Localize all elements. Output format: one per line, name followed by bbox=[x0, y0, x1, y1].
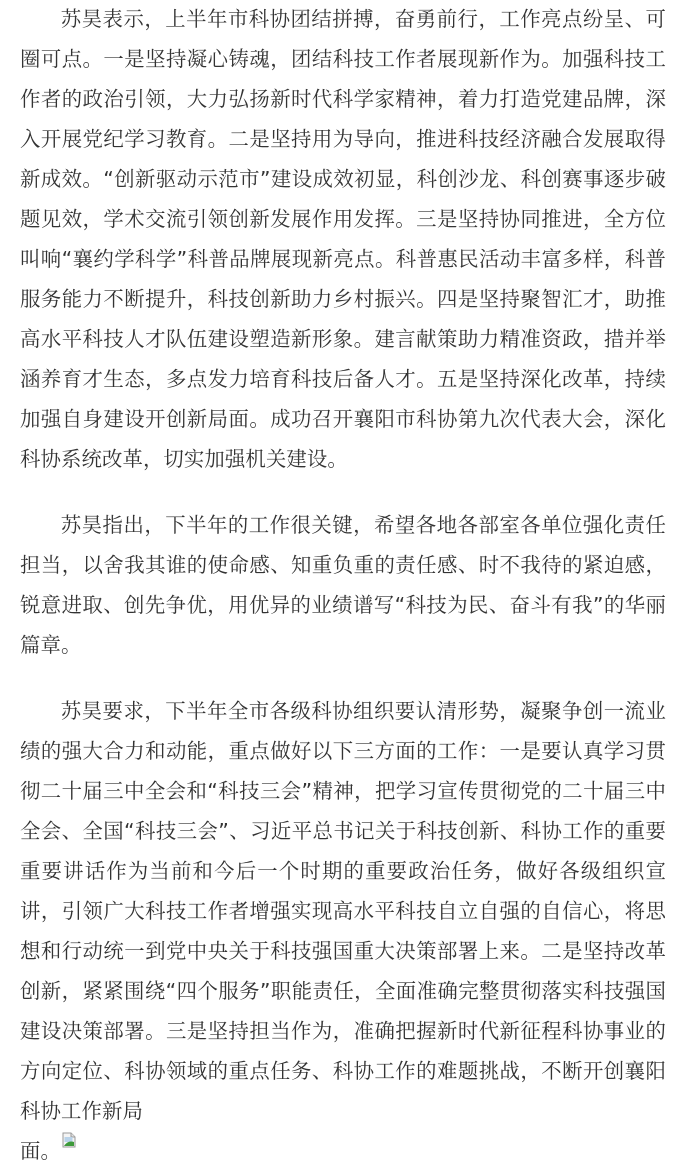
paragraph-requirements-tail: 面。 bbox=[20, 1139, 61, 1163]
paragraph-requirements-text: 苏昊要求，下半年全市各级科协组织要认清形势，凝聚争创一流业绩的强大合力和动能，重点做好以下三方面的工作：一是要认真学习贯彻二十届三中全会和“科技三会”精神，把学习宣传贯彻党的二十届三中全会、全国“科技三会”、习近平总书记关于科技创新、科协工作的重要重要讲话作为当前和今后一个时期的重要政治任务，做好各级组织宣讲，引领广大科技工作者增强实现高水平科技自立自强的自信心，将思想和行动统一到党中央关于科技强国重大决策部署上来。二是坚持改革创新，紧紧围绕“四个服务”职能责任，全面准确完整贯彻落实科技强国建设决策部署。三是坚持担当作为，准确把握新时代新征程科协事业的方向定位、科协领域的重点任务、科协工作的难题挑战，不断开创襄阳科协工作新局 bbox=[20, 699, 666, 1123]
paragraph-instructions: 苏昊指出，下半年的工作很关键，希望各地各部室各单位强化责任担当，以舍我其谁的使命感、知重负重的责任感、时不我待的紧迫感，锐意进取、创先争优，用优异的业绩谱写“科技为民、奋斗有我”的华丽篇章。 bbox=[20, 513, 666, 657]
paragraph-requirements bbox=[20, 691, 666, 1171]
paragraph-summary: 苏昊表示，上半年市科协团结拼搏，奋勇前行，工作亮点纷呈、可圈可点。一是坚持凝心铸魂，团结科技工作者展现新作为。加强科技工作者的政治引领，大力弘扬新时代科学家精神，着力打造党建品牌，深入开展党纪学习教育。二是坚持用为导向，推进科技经济融合发展取得新成效。“创新驱动示范市”建设成效初显，科创沙龙、科创赛事逐步破题见效，学术交流引领创新发展作用发挥。三是坚持协同推进，全方位叫响“襄约学科学”科普品牌展现新亮点。科普惠民活动丰富多样，科普服务能力不断提升，科技创新助力乡村振兴。四是坚持聚智汇才，助推高水平科技人才队伍建设塑造新形象。建言献策助力精准资政，措并举涵养育才生态，多点发力培育科技后备人才。五是坚持深化改革，持续加强自身建设开创新局面。成功召开襄阳市科协第九次代表大会，深化科协系统改革，切实加强机关建设。 bbox=[20, 7, 666, 471]
broken-image-icon bbox=[20, 1121, 36, 1137]
